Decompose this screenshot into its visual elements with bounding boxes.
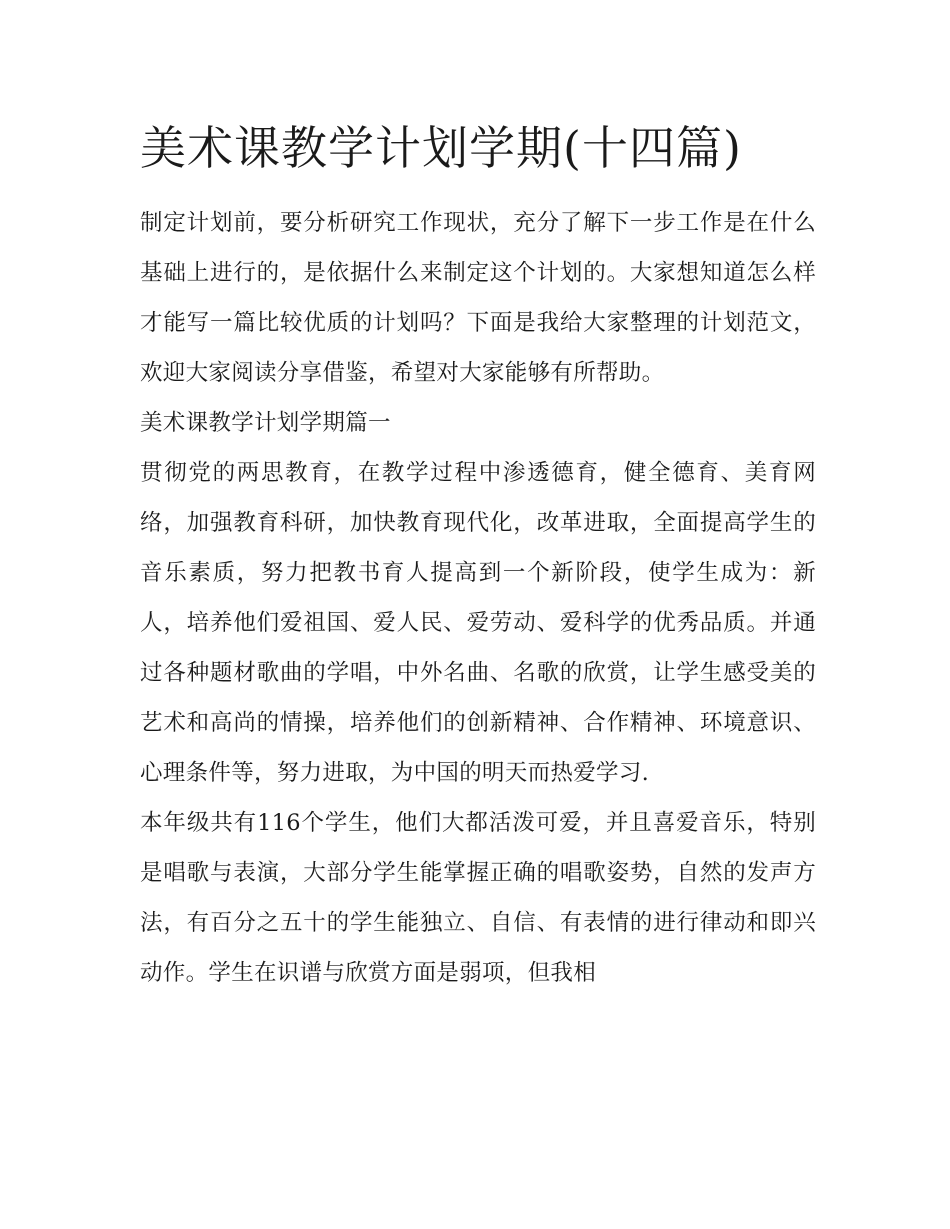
section-heading: 美术课教学计划学期篇一: [140, 410, 391, 436]
document-body: [140, 198, 816, 998]
document-title: 美术课教学计划学期(十四篇): [140, 121, 742, 175]
intro-paragraph: 制定计划前，要分析研究工作现状，充分了解下一步工作是在什么基础上进行的，是依据什么来制定这个计划的。大家想知道怎么样才能写一篇比较优质的计划吗？下面是我给大家整理的计划范文，欢迎大家阅读分享借鉴，希望对大家能够有所帮助。: [140, 210, 816, 386]
body-paragraph: 贯彻党的两思教育，在教学过程中渗透德育，健全德育、美育网络，加强教育科研，加快教育现代化，改革进取，全面提高学生的音乐素质，努力把教书育人提高到一个新阶段，使学生成为：新人，培养他们爱祖国、爱人民、爱劳动、爱科学的优秀品质。并通过各种题材歌曲的学唱，中外名曲、名歌的欣赏，让学生感受美的艺术和高尚的情操，培养他们的创新精神、合作精神、环境意识、心理条件等，努力进取，为中国的明天而热爱学习.: [140, 460, 816, 786]
body-paragraph: 本年级共有116个学生，他们大都活泼可爱，并且喜爱音乐，特别是唱歌与表演，大部分学生能掌握正确的唱歌姿势，自然的发声方法，有百分之五十的学生能独立、自信、有表情的进行律动和即兴动作。学生在识谱与欣赏方面是弱项，但我相: [140, 810, 816, 986]
